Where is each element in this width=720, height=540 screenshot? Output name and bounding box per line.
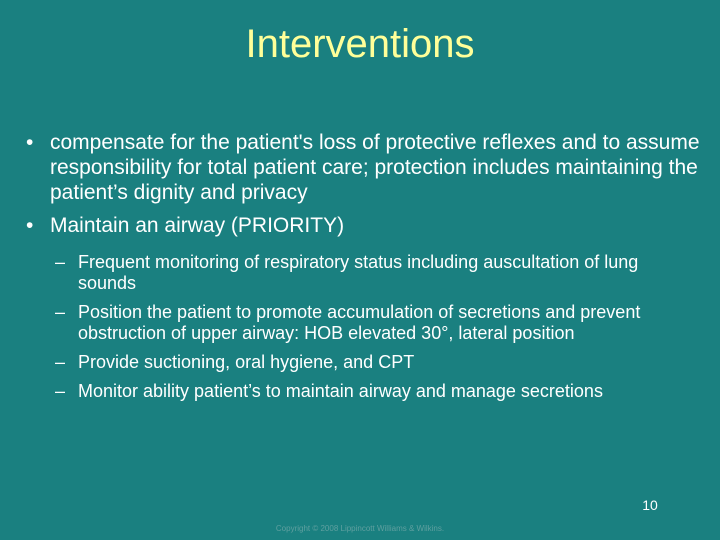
subbullet-item-positioning [55, 302, 704, 344]
airway-subbullets [24, 252, 704, 402]
subbullet-symbol: – [55, 381, 66, 401]
bullet-text: compensate for the patient's loss of protective reflexes and to assume responsibility for total patient care; protection includes maintaining the patient’s dignity and privacy [50, 131, 700, 204]
subbullet-item-secretions [55, 381, 704, 402]
bullet-symbol: • [26, 214, 34, 237]
subbullet-symbol: – [55, 302, 66, 322]
bullet-text: Maintain an airway (PRIORITY) [50, 214, 345, 237]
page-number: 10 [642, 497, 658, 513]
copyright-text: Copyright © 2008 Lippincott Williams & Wilkins. [275, 524, 445, 533]
subbullet-text: Provide suctioning, oral hygiene, and CPT [78, 352, 415, 372]
subbullet-symbol: – [55, 352, 66, 372]
subbullet-item-monitoring [55, 252, 704, 294]
bullet-item-protection [24, 130, 704, 205]
slide-title: Interventions [245, 22, 475, 66]
subbullet-text: Monitor ability patient’s to maintain airway and manage secretions [78, 381, 603, 401]
subbullet-text: Position the patient to promote accumulation of secretions and prevent obstruction of upper airway: HOB elevated 30°, lateral position [78, 302, 641, 343]
slide-content [24, 130, 704, 410]
bullet-item-airway [24, 213, 704, 238]
subbullet-symbol: – [55, 252, 66, 272]
bullet-symbol: • [26, 131, 34, 154]
subbullet-item-suctioning [55, 352, 704, 373]
subbullet-text: Frequent monitoring of respiratory status including auscultation of lung sounds [78, 252, 639, 293]
